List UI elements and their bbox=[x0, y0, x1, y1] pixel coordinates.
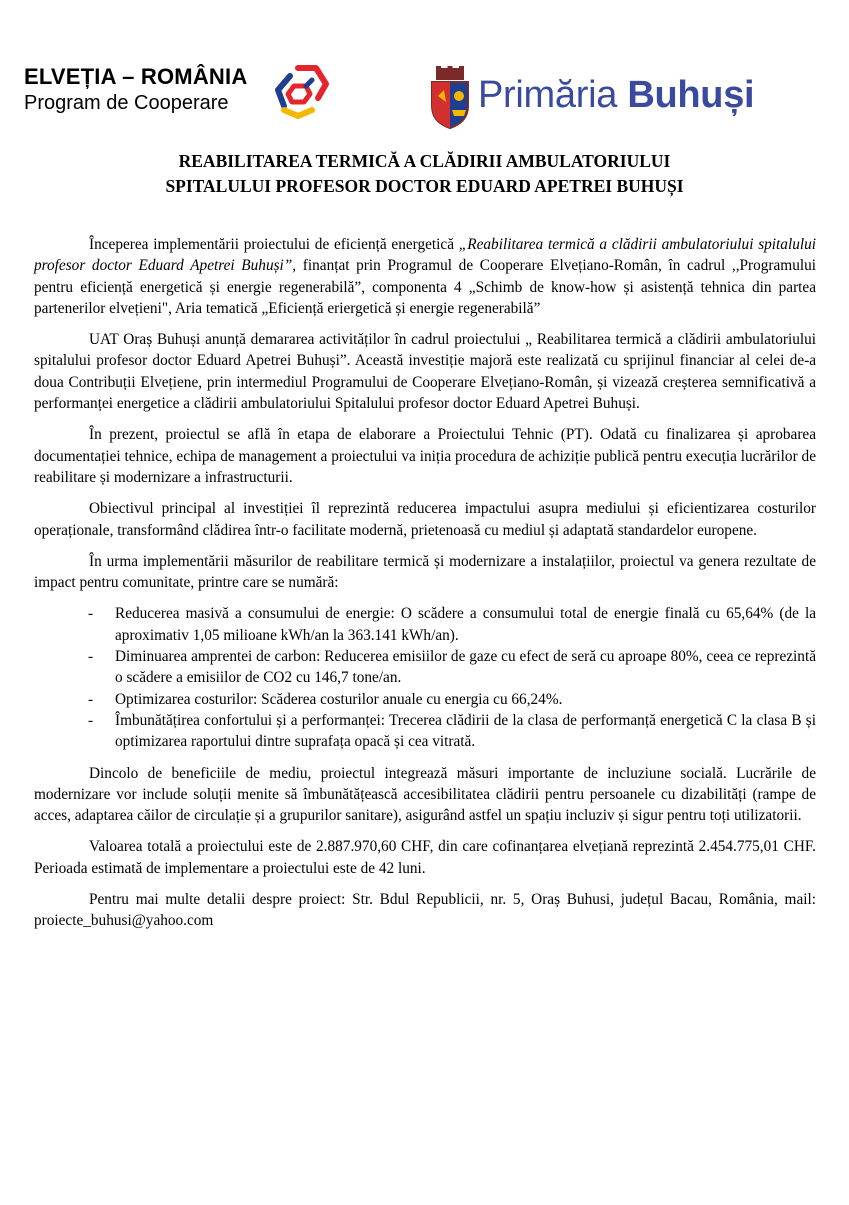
results-list bbox=[34, 603, 816, 752]
list-item bbox=[34, 689, 816, 710]
document-body bbox=[34, 234, 816, 942]
primaria-word: Primăria bbox=[478, 74, 628, 116]
paragraph-status: În prezent, proiectul se află în etapa de elaborare a Proiectului Tehnic (PT). Odată cu finalizarea și aprobarea documentației tehnice, echipa de management a proiectului va iniția procedura de achiziție publică pentru execuția lucrărilor de reabilitare și modernizare a infrastructurii. bbox=[34, 426, 816, 486]
intro-text-start: Începerea implementării proiectului de eficiență energetică bbox=[89, 236, 459, 253]
bullet-dash: - bbox=[88, 711, 94, 729]
paragraph-budget: Valoarea totală a proiectului este de 2.887.970,60 CHF, din care cofinanțarea elvețiană reprezintă 2.454.775,01 CHF. Perioada estimată de implementare a proiectului este de 42 luni. bbox=[34, 838, 816, 877]
list-item-text: Diminuarea amprentei de carbon: Reducerea emisiilor de gaze cu efect de seră cu aproape 80%, ceea ce reprezintă o scădere a emisiilor de CO2 cu 146,7 tone/an. bbox=[115, 648, 816, 687]
swiss-romanian-program-logo bbox=[24, 60, 334, 124]
list-item-text: Optimizarea costurilor: Scăderea costurilor anuale cu energia cu 66,24%. bbox=[115, 690, 563, 708]
list-item bbox=[34, 603, 816, 646]
project-name-italic: „Reabilitarea termică a clădirii ambulatoriului spitalului profesor doctor Eduard Apetrei Buhuși”, bbox=[34, 236, 817, 275]
document-title-line-2: SPITALULUI PROFESOR DOCTOR EDUARD APETREI BUHUȘI bbox=[165, 176, 684, 196]
bullet-dash: - bbox=[88, 690, 94, 708]
buhusi-word: Buhuși bbox=[627, 74, 755, 116]
paragraph-results-intro: În urma implementării măsurilor de reabilitare termică și modernizare a instalațiilor, proiectul va genera rezultate de impact pentru comunitate, printre care se numără: bbox=[34, 552, 816, 592]
list-item-text: Îmbunătățirea confortului și a performanței: Trecerea clădirii de la clasa de performanță energetică C la clasa B și optimizarea raportului dintre suprafața opacă și cea vitrată. bbox=[115, 711, 816, 751]
list-item bbox=[34, 710, 816, 753]
bullet-dash: - bbox=[88, 605, 94, 623]
paragraph-announcement: UAT Oraș Buhuși anunță demararea activităților în cadrul proiectului „ Reabilitarea termică a clădirii ambulatoriului spitalului profesor doctor Eduard Apetrei Buhuși”. Această investiție majoră este realizată cu sprijinul financiar al celei de-a doua Contribuții Elvețiene, prin intermediul Programului de Cooperare Elvețiano-Român, și vizează creșterea semnificativă a performanței energetice a clădirii ambulatoriului Spitalului profesor doctor Eduard Apetrei Buhuși. bbox=[34, 331, 816, 413]
paragraph-intro bbox=[34, 234, 816, 319]
list-item-text: Reducerea masivă a consumului de energie: O scădere a consumului total de energie finală cu 65,64% (de la aproximativ 1,05 milioane kWh/an la 363.141 kWh/an). bbox=[115, 605, 816, 644]
primaria-title bbox=[478, 74, 754, 117]
paragraph-contact: Pentru mai multe detalii despre proiect: Str. Bdul Republicii, nr. 5, Oraș Buhusi, județul Bacau, România, mail: proiecte_buhusi@yahoo.com bbox=[34, 891, 816, 930]
list-item bbox=[34, 646, 816, 689]
paragraph-social-inclusion: Dincolo de beneficiile de mediu, proiectul integrează măsuri importante de incluziune socială. Lucrările de modernizare vor include soluții menite să îmbunătățească accesibilitatea clădirii pentru persoanele cu dizabilități (rampe de acces, adaptarea căilor de circulație și a grupurilor sanitare), asigurând astfel un spațiu incluziv și sigur pentru toți utilizatorii. bbox=[34, 764, 816, 825]
primaria-buhusi-logo bbox=[428, 66, 778, 136]
bullet-dash: - bbox=[88, 648, 94, 666]
paragraph-objective: Obiectivul principal al investiției îl reprezintă reducerea impactului asupra mediului și eficientizarea costurilor operaționale, transformând clădirea într-o facilitate modernă, prietenoasă cu mediul și adaptată standardelor europene. bbox=[34, 500, 816, 539]
coat-of-arms-icon bbox=[428, 66, 472, 130]
logo-subtitle: Program de Cooperare bbox=[24, 92, 229, 114]
document-title-line-1: REABILITAREA TERMICĂ A CLĂDIRII AMBULATORIULUI bbox=[178, 151, 671, 171]
intro-text-end: finanțat prin Programul de Cooperare Elvețiano-Român, în cadrul ,,Programului pentru eficiență energetică și energie regenerabilă”, componenta 4 „Schimb de know-how și asistență tehnica din partea partenerilor elvețieni", Aria tematică „Eficiență eriergetică și energie regenerabilă” bbox=[34, 257, 817, 317]
cooperation-hexagon-icon bbox=[268, 60, 332, 124]
logo-title: ELVEȚIA – ROMÂNIA bbox=[24, 64, 248, 89]
